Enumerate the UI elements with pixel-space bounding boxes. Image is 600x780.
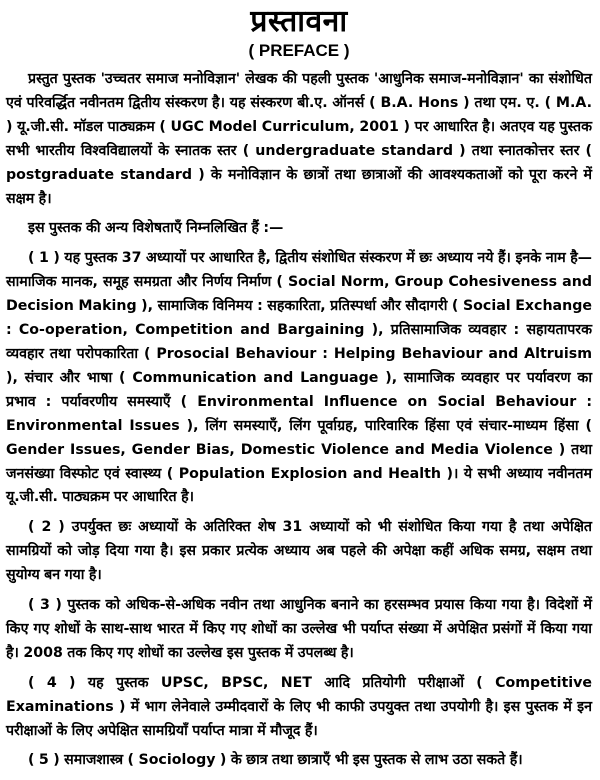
page-subtitle: ( PREFACE ) [248,41,350,60]
features-heading-paragraph: इस पुस्तक की अन्य विशेषताएँ निम्नलिखित हैं :— [28,220,284,237]
intro-paragraph: प्रस्तुत पुस्तक 'उच्चतर समाज मनोविज्ञान' लेखक की पहली पुस्तक 'आधुनिक समाज-मनोविज्ञान' का संशोधित एवं परिवर्द्धित नवीनतम द्वितीय संस्करण है। यह संस्करण बी.ए. ऑनर्स ( B.A. Hons ) तथा एम. ए. ( M.A. ) यू.जी.सी. मॉडल पाठ्यक्रम ( UGC Model Curriculum, 2001 ) पर आधारित है। अतएव यह पुस्तक सभी भारतीय विश्वविद्यालयों के स्नातक स्तर ( undergraduate standard ) तथा स्नातकोत्तर स्तर ( postgraduate standard ) के मनोविज्ञान के छात्रों तथा छात्राओं की आवश्यकताओं को पूरा करने में सक्षम है। [6,71,592,207]
feature-paragraph-2: ( 2 ) उपर्युक्त छः अध्यायों के अतिरिक्त शेष 31 अध्यायों को भी संशोधित किया गया है तथा अपेक्षित सामग्रियों को जोड़ दिया गया है। इस प्रकार प्रत्येक अध्याय अब पहले की अपेक्षा कहीं अधिक समग्र, सक्षम तथा सुयोग्य बन गया है। [6,519,592,584]
feature-paragraph-4: ( 4 ) यह पुस्तक UPSC, BPSC, NET आदि प्रतियोगी परीक्षाओं ( Competitive Examinations ) में भाग लेनेवाले उम्मीदवारों के लिए भी काफी उपयुक्त तथा उपयोगी है। इस पुस्तक में इन परीक्षाओं के लिए अपेक्षित सामग्रियाँ पर्याप्त मात्रा में मौजूद हैं। [6,674,592,739]
feature-paragraph-1: ( 1 ) यह पुस्तक 37 अध्यायों पर आधारित है, द्वितीय संशोधित संस्करण में छः अध्याय नये हैं। इनके नाम है—सामाजिक मानक, समूह समग्रता और निर्णय निर्माण ( Social Norm, Group Cohesiveness and Decision Making ), सामाजिक विनिमय : सहकारिता, प्रतिस्पर्धा और सौदागरी ( Social Exchange : Co-operation, Competition and Bargaining ), प्रतिसामाजिक व्यवहार : सहायतापरक व्यवहार तथा परोपकारिता ( Prosocial Behaviour : Helping Behaviour and Altruism ), संचार और भाषा ( Communication and Language ), सामाजिक व्यवहार पर पर्यावरण का प्रभाव : पर्यावरणीय समस्याएँ ( Environmental Influence on Social Behaviour : Environmental Issues ), लिंग समस्याएँ, लिंग पूर्वाग्रह, पारिवारिक हिंसा एवं संचार-माध्यम हिंसा ( Gender Issues, Gender Bias, Domestic Violence and Media Violence ) तथा जनसंख्या विस्फोट एवं स्वास्थ्य ( Population Explosion and Health )। ये सभी अध्याय नवीनतम यू.जी.सी. पाठ्यक्रम पर आधारित है। [6,250,592,506]
page-title: प्रस्तावना [250,4,348,39]
feature-paragraph-3: ( 3 ) पुस्तक को अधिक-से-अधिक नवीन तथा आधुनिक बनाने का हरसम्भव प्रयास किया गया है। विदेशों में किए गए शोधों के साथ-साथ भारत में किए गए शोधों का उल्लेख भी पर्याप्त संख्या में अपेक्षित प्रसंगों में किया गया है। 2008 तक किए गए शोधों का उल्लेख इस पुस्तक में उपलब्ध है। [6,597,592,661]
feature-paragraph-5: ( 5 ) समाजशास्त्र ( Sociology ) के छात्र तथा छात्राएँ भी इस पुस्तक से लाभ उठा सकते हैं। [28,752,523,769]
